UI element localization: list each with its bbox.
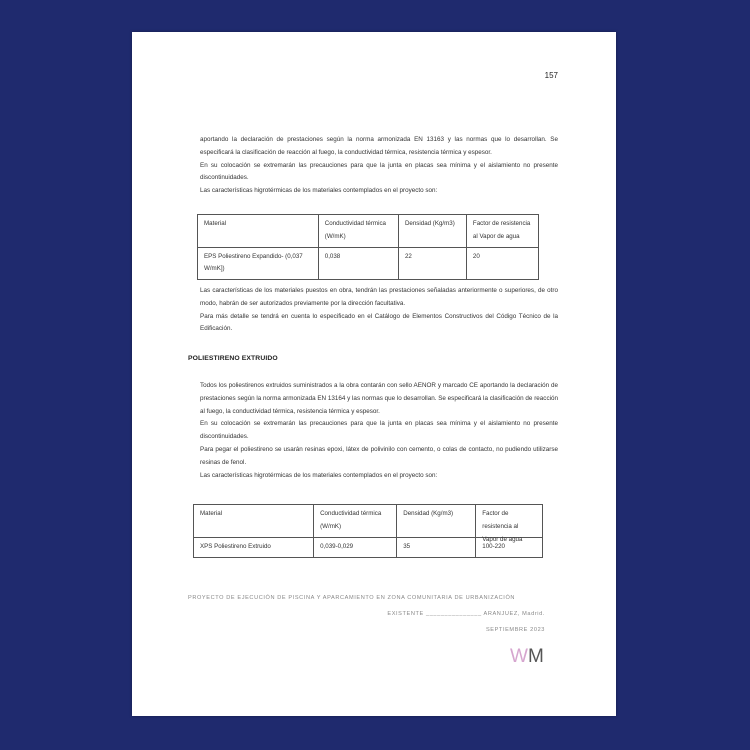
page-number: 157	[544, 71, 558, 80]
table-cell: 100-220	[476, 538, 543, 558]
paragraph-block-2	[200, 285, 558, 336]
wm-logo	[510, 646, 544, 668]
footer-date-line: SEPTIEMBRE 2023	[485, 627, 545, 633]
footer-location-line: EXISTENTE _______________ ARANJUEZ, Madrid.	[387, 611, 545, 617]
table-header-cell: Densidad (Kg/m3)	[398, 215, 466, 248]
table-header-text: Factor de resistencia al Vapor de agua	[482, 510, 523, 543]
paragraph: Para pegar el poliestireno se usarán resinas epoxi, látex de polivinilo con cemento, o colas de contacto, no pudiendo utilizarse resinas de fenol.	[200, 445, 558, 466]
section-heading: POLIESTIRENO EXTRUIDO	[188, 355, 278, 362]
paragraph: Las características higrotérmicas de los materiales contemplados en el proyecto son:	[200, 471, 438, 479]
table-header-cell	[476, 505, 543, 543]
table-header-row	[194, 505, 543, 538]
paragraph-block-1	[200, 134, 558, 198]
table-cell: 20	[466, 247, 538, 280]
paragraph: Las características de los materiales puestos en obra, tendrán las prestaciones señaladas anteriormente o superiores, de otro modo, habrán de ser autorizados previamente por la dirección facultativa.	[200, 287, 558, 307]
table-header-cell: Densidad (Kg/m3)	[397, 505, 476, 538]
table-row	[198, 247, 539, 280]
table-cell: XPS Poliestireno Extruido	[194, 538, 314, 558]
table-header-cell: Material	[198, 215, 319, 248]
paragraph: aportando la declaración de prestaciones según la norma armonizada EN 13163 y las normas que lo desarrollan. Se especificará la clasificación de reacción al fuego, la conductividad térmica, resistencia térmica y espesor.	[200, 136, 558, 156]
table-cell: 0,039-0,029	[314, 538, 397, 558]
table-cell: 35	[397, 538, 476, 558]
footer-project-line: PROYECTO DE EJECUCIÓN DE PISCINA Y APARCAMIENTO EN ZONA COMUNITARIA DE URBANIZACIÓN	[188, 595, 516, 601]
logo-letter-w: W	[510, 646, 528, 667]
document-page	[132, 32, 616, 716]
table-header-cell: Material	[194, 505, 314, 538]
paragraph: Las características higrotérmicas de los materiales contemplados en el proyecto son:	[200, 187, 438, 195]
table-header-cell: Factor de resistencia al Vapor de agua	[466, 215, 538, 248]
xps-properties-table	[193, 504, 543, 558]
paragraph: En su colocación se extremarán las precauciones para que la junta en placas sea mínima y el aislamiento no presente discontinuidades.	[200, 420, 558, 441]
table-cell: 22	[398, 247, 466, 280]
table-header-row	[198, 215, 539, 248]
table-header-cell: Conductividad térmica (W/mK)	[314, 505, 397, 538]
paragraph: Todos los poliestirenos extruidos suministrados a la obra contarán con sello AENOR y marcado CE aportando la declaración de prestaciones según la norma armonizada EN 13164 y las normas que lo desarrollan. Se especificará la clasificación de reacción al fuego, la conductividad térmica, resistencia térmica y espesor.	[200, 382, 558, 415]
table-header-cell: Conductividad térmica (W/mK)	[318, 215, 398, 248]
table-cell: EPS Poliestireno Expandido- (0,037 W/mK])	[198, 247, 319, 280]
paragraph: Para más detalle se tendrá en cuenta lo especificado en el Catálogo de Elementos Constructivos del Código Técnico de la Edificación.	[200, 312, 558, 333]
eps-properties-table	[197, 214, 539, 280]
paragraph-block-3	[200, 380, 558, 482]
paragraph: En su colocación se extremarán las precauciones para que la junta en placas sea mínima y el aislamiento no presente discontinuidades.	[200, 161, 558, 182]
logo-letter-m: M	[527, 646, 544, 667]
table-cell: 0,038	[318, 247, 398, 280]
table-row	[194, 538, 543, 558]
